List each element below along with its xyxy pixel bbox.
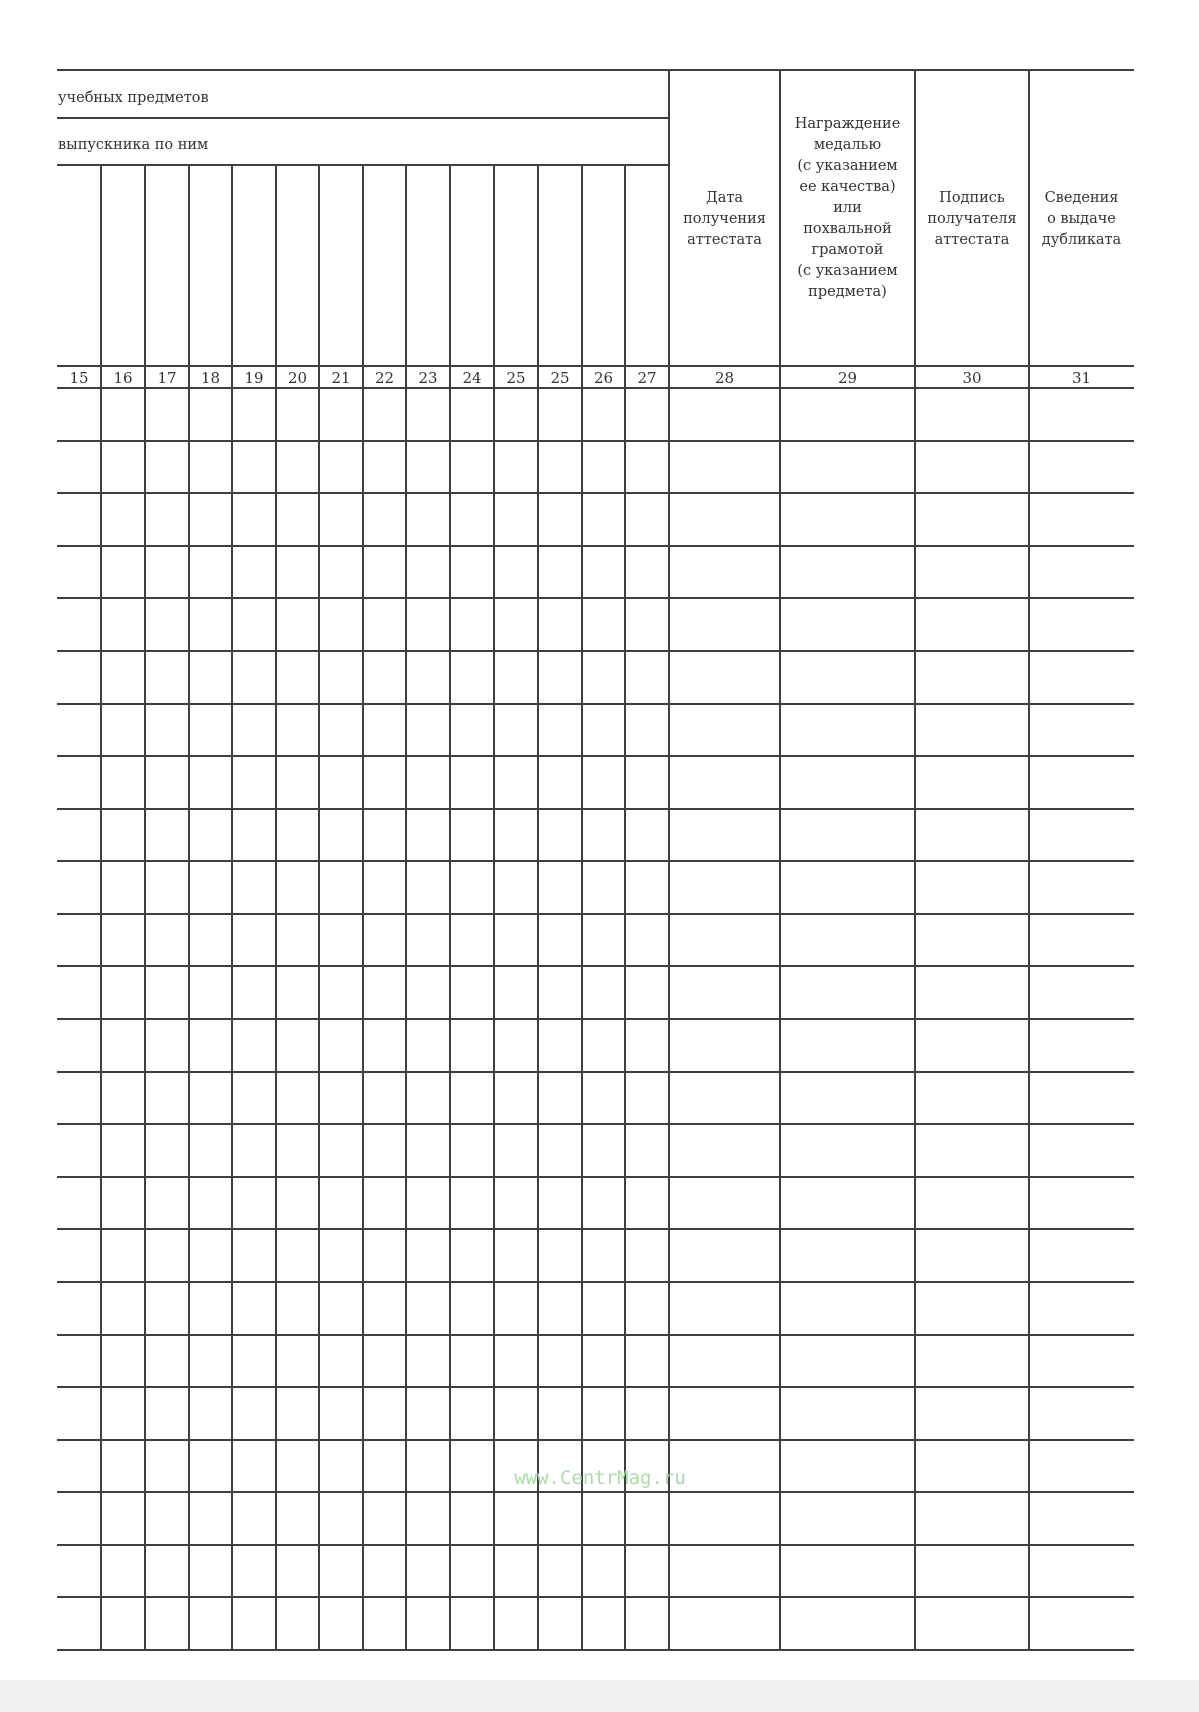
column-header-award-line: (с указанием xyxy=(797,263,898,279)
table-grid xyxy=(57,70,1134,1650)
subjects-header-line-1: учебных предметов xyxy=(58,90,209,106)
column-header-date-line: Дата xyxy=(705,190,744,206)
column-header-award-line: похвальной xyxy=(803,221,892,237)
subjects-header-line-2: выпускника по ним xyxy=(58,137,209,153)
column-header-duplicate-line: дубликата xyxy=(1041,232,1122,248)
column-header-signature-line: аттестата xyxy=(934,232,1010,248)
column-header-award-line: ее качества) xyxy=(799,179,896,195)
column-number-label: 21 xyxy=(331,369,351,387)
column-number-label: 17 xyxy=(157,369,177,387)
column-number-label: 25 xyxy=(550,369,570,387)
column-number-label: 22 xyxy=(374,369,395,387)
column-header-award-line: (с указанием xyxy=(797,158,898,174)
column-number-label: 30 xyxy=(962,369,982,387)
column-header-award-line: предмета) xyxy=(808,284,887,300)
column-number-label: 31 xyxy=(1071,369,1092,387)
column-number-label: 16 xyxy=(113,369,133,387)
column-header-signature xyxy=(927,190,1016,248)
column-header-date-line: аттестата xyxy=(687,232,762,248)
watermark-text: www.CentrMag.ru xyxy=(514,1467,686,1489)
column-headers xyxy=(683,116,1121,300)
column-number-label: 25 xyxy=(506,369,526,387)
column-numbers-row xyxy=(69,369,1091,387)
column-number-label: 24 xyxy=(462,369,482,387)
column-header-date-line: получения xyxy=(683,211,766,227)
column-number-label: 27 xyxy=(637,369,657,387)
column-number-label: 26 xyxy=(593,369,614,387)
column-header-signature-line: Подпись xyxy=(939,190,1005,206)
column-number-label: 29 xyxy=(837,369,858,387)
column-number-label: 19 xyxy=(244,369,264,387)
column-header-duplicate-line: о выдаче xyxy=(1047,211,1116,227)
column-header-award-line: Награждение xyxy=(794,116,901,132)
column-header-duplicate-line: Сведения xyxy=(1044,190,1119,206)
column-header-signature-line: получателя xyxy=(927,211,1017,227)
column-header-award xyxy=(795,116,901,300)
column-header-award-line: или xyxy=(833,200,862,216)
column-header-award-line: медалью xyxy=(813,137,882,153)
column-header-award-line: грамотой xyxy=(811,242,884,258)
column-number-label: 23 xyxy=(418,369,438,387)
column-number-label: 18 xyxy=(200,369,221,387)
column-number-label: 28 xyxy=(714,369,735,387)
column-header-duplicate xyxy=(1042,190,1122,248)
column-number-label: 15 xyxy=(69,369,89,387)
column-number-label: 20 xyxy=(287,369,308,387)
column-header-date xyxy=(683,190,766,248)
